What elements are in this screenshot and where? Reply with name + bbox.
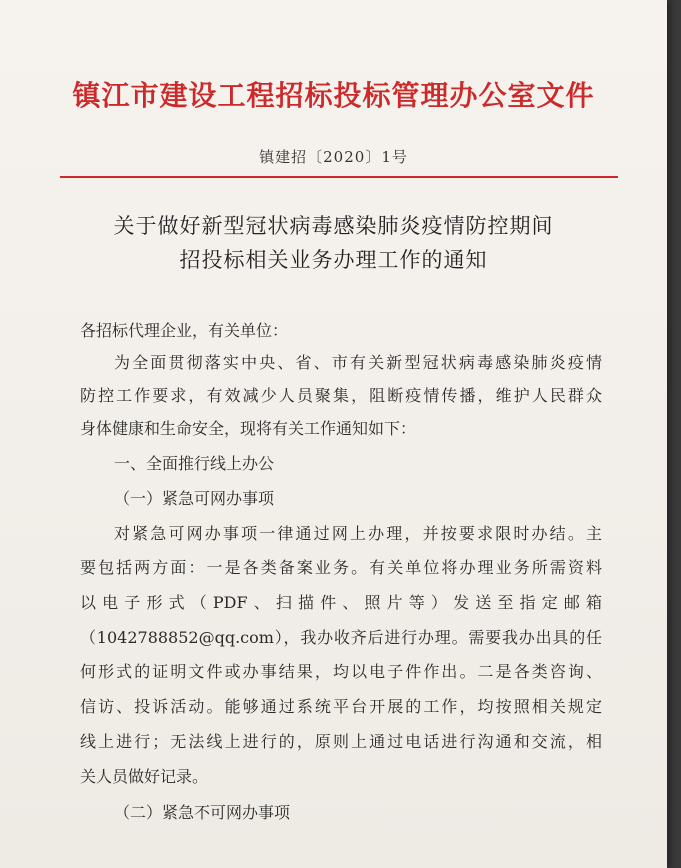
intro-line-2: 防控工作要求，有效减少人员聚集，阻断疫情传播，维护人民群众: [80, 386, 602, 405]
sub1-line-7: 线上进行；无法线上进行的，原则上通过电话进行沟通和交流，相: [80, 732, 602, 751]
sub1-line-5: 何形式的证明文件或办事结果，均以电子件作出。二是各类咨询、: [80, 662, 602, 681]
notice-title-line-2: 招投标相关业务办理工作的通知: [179, 248, 488, 272]
sub1-line-6: 信访、投诉活动。能够通过系统平台开展的工作，均按照相关规定: [80, 697, 602, 716]
issuing-office-header: 镇江市建设工程招标投标管理办公室文件: [72, 79, 595, 112]
intro-line-3: 身体健康和生命安全，现将有关工作通知如下：: [80, 419, 417, 438]
sub1-line-8: 关人员做好记录。: [80, 767, 209, 786]
subsection-2-heading: （二）紧急不可网办事项: [114, 803, 291, 822]
salutation: 各招标代理企业，有关单位：: [80, 321, 289, 340]
sub1-line-2: 要包括两方面：一是各类备案业务。有关单位将办理业务所需资料: [80, 558, 602, 577]
sub1-line-1: 对紧急可网办事项一律通过网上办理，并按要求限时办结。主: [114, 524, 602, 543]
subsection-1-heading: （一）紧急可网办事项: [114, 489, 275, 508]
sub1-line-4: （1042788852@qq.com），我办收齐后进行办理。需要我办出具的任: [80, 628, 602, 647]
sub1-line-3: 以电子形式（PDF、扫描件、照片等）发送至指定邮箱: [80, 593, 602, 612]
document-number: 镇建招〔2020〕1号: [259, 148, 408, 166]
notice-title-line-1: 关于做好新型冠状病毒感染肺炎疫情防控期间: [113, 214, 554, 238]
section-1-heading: 一、全面推行线上办公: [114, 454, 275, 473]
intro-line-1: 为全面贯彻落实中央、省、市有关新型冠状病毒感染肺炎疫情: [114, 353, 602, 372]
red-divider-line: [60, 176, 618, 178]
